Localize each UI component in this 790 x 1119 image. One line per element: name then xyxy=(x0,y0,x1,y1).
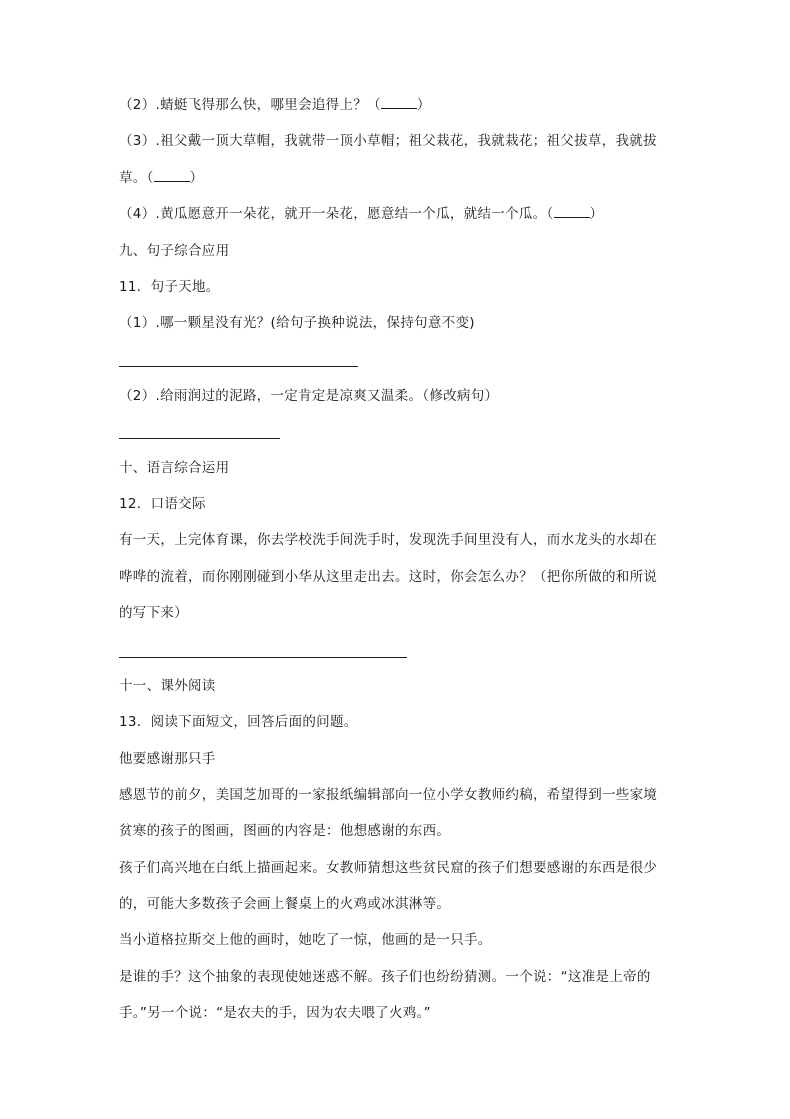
question-13: 13．阅读下面短文，回答后面的问题。 xyxy=(119,714,358,730)
passage-title: 他要感谢那只手 xyxy=(119,751,216,767)
passage-para2-line2: 的，可能大多数孩子会画上餐桌上的火鸡或冰淇淋等。 xyxy=(119,896,451,912)
question-12: 12．口语交际 xyxy=(119,496,206,512)
section-11-heading: 十一、课外阅读 xyxy=(119,678,216,694)
question-11-1: （1）.哪一颗星没有光？(给句子换种说法，保持句意不变) xyxy=(119,315,475,331)
passage-para1-line2: 贫寒的孩子的图画，图画的内容是：他想感谢的东西。 xyxy=(119,823,451,839)
question-11: 11．句子天地。 xyxy=(119,279,220,295)
question-10-3-line2 xyxy=(119,169,203,187)
question-10-4-text: （4）.黄瓜愿意开一朵花，就开一朵花，愿意结一个瓜，就结一个瓜。（ xyxy=(119,206,554,222)
question-10-3-line1: （3）.祖父戴一顶大草帽，我就带一顶小草帽；祖父栽花，我就栽花；祖父拔草，我就拔 xyxy=(119,133,657,149)
passage-para4-line2: 手。”另一个说：“是农夫的手，因为农夫喂了火鸡。” xyxy=(119,1005,431,1021)
question-12-para-line1: 有一天，上完体育课，你去学校洗手间洗手时，发现洗手间里没有人，而水龙头的水却在 xyxy=(119,532,658,548)
question-10-3-close: ） xyxy=(189,170,204,186)
passage-para3: 当小道格拉斯交上他的画时，她吃了一惊，他画的是一只手。 xyxy=(119,932,492,948)
question-10-4-close: ） xyxy=(589,206,604,222)
question-10-2 xyxy=(119,96,431,114)
question-10-2-text: （2）.蜻蜓飞得那么快，哪里会追得上？（ xyxy=(119,97,381,113)
answer-blank[interactable] xyxy=(381,96,417,109)
passage-para2-line1: 孩子们高兴地在白纸上描画起来。女教师猜想这些贫民窟的孩子们想要感谢的东西是很少 xyxy=(119,860,658,876)
passage-para4-line1: 是谁的手？这个抽象的表现使她迷惑不解。孩子们也纷纷猜测。一个说：“这准是上帝的 xyxy=(119,969,651,985)
passage-para1-line1: 感恩节的前夕，美国芝加哥的一家报纸编辑部向一位小学女教师约稿，希望得到一些家境 xyxy=(119,787,658,803)
question-10-3-text: 草。（ xyxy=(119,170,154,186)
answer-line-11-1[interactable] xyxy=(119,366,358,367)
question-10-4 xyxy=(119,205,603,223)
question-12-para-line2: 哗哗的流着，而你刚刚碰到小华从这里走出去。这时，你会怎么办？（把你所做的和所说 xyxy=(119,569,658,585)
section-10-heading: 十、语言综合运用 xyxy=(119,460,230,476)
question-10-2-close: ） xyxy=(416,97,431,113)
section-9-heading: 九、句子综合应用 xyxy=(119,243,230,259)
question-11-2: （2）.给雨润过的泥路，一定肯定是凉爽又温柔。（修改病句） xyxy=(119,388,499,404)
answer-blank[interactable] xyxy=(554,205,590,218)
answer-line-11-2[interactable] xyxy=(119,438,280,439)
answer-line-12[interactable] xyxy=(119,657,407,658)
question-12-para-line3: 的写下来） xyxy=(119,605,188,621)
answer-blank[interactable] xyxy=(154,169,190,182)
